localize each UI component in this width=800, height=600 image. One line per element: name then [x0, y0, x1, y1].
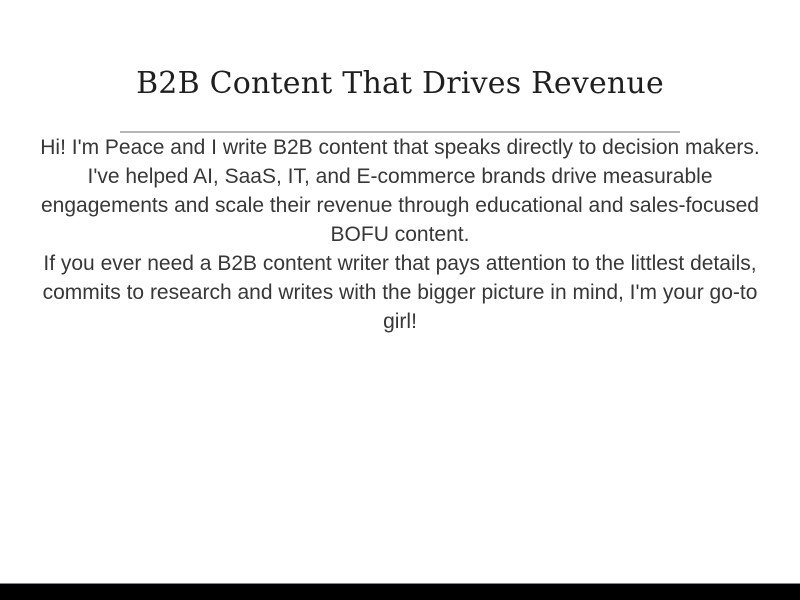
intro-paragraph: Hi! I'm Peace and I write B2B content that speaks directly to decision makers.: [40, 136, 760, 159]
services-paragraph: I've helped AI, SaaS, IT, and E-commerce brands drive measurable engagements and scale their revenue through educational and sales-focused BOFU content.: [41, 165, 759, 246]
page-title: B2B Content That Drives Revenue: [136, 66, 664, 101]
letterbox-bar: [0, 583, 800, 600]
intro-section: [30, 133, 770, 336]
cta-paragraph: If you ever need a B2B content writer that pays attention to the littlest details, commits to research and writes with the bigger picture in mind, I'm your go-to girl!: [42, 252, 758, 333]
